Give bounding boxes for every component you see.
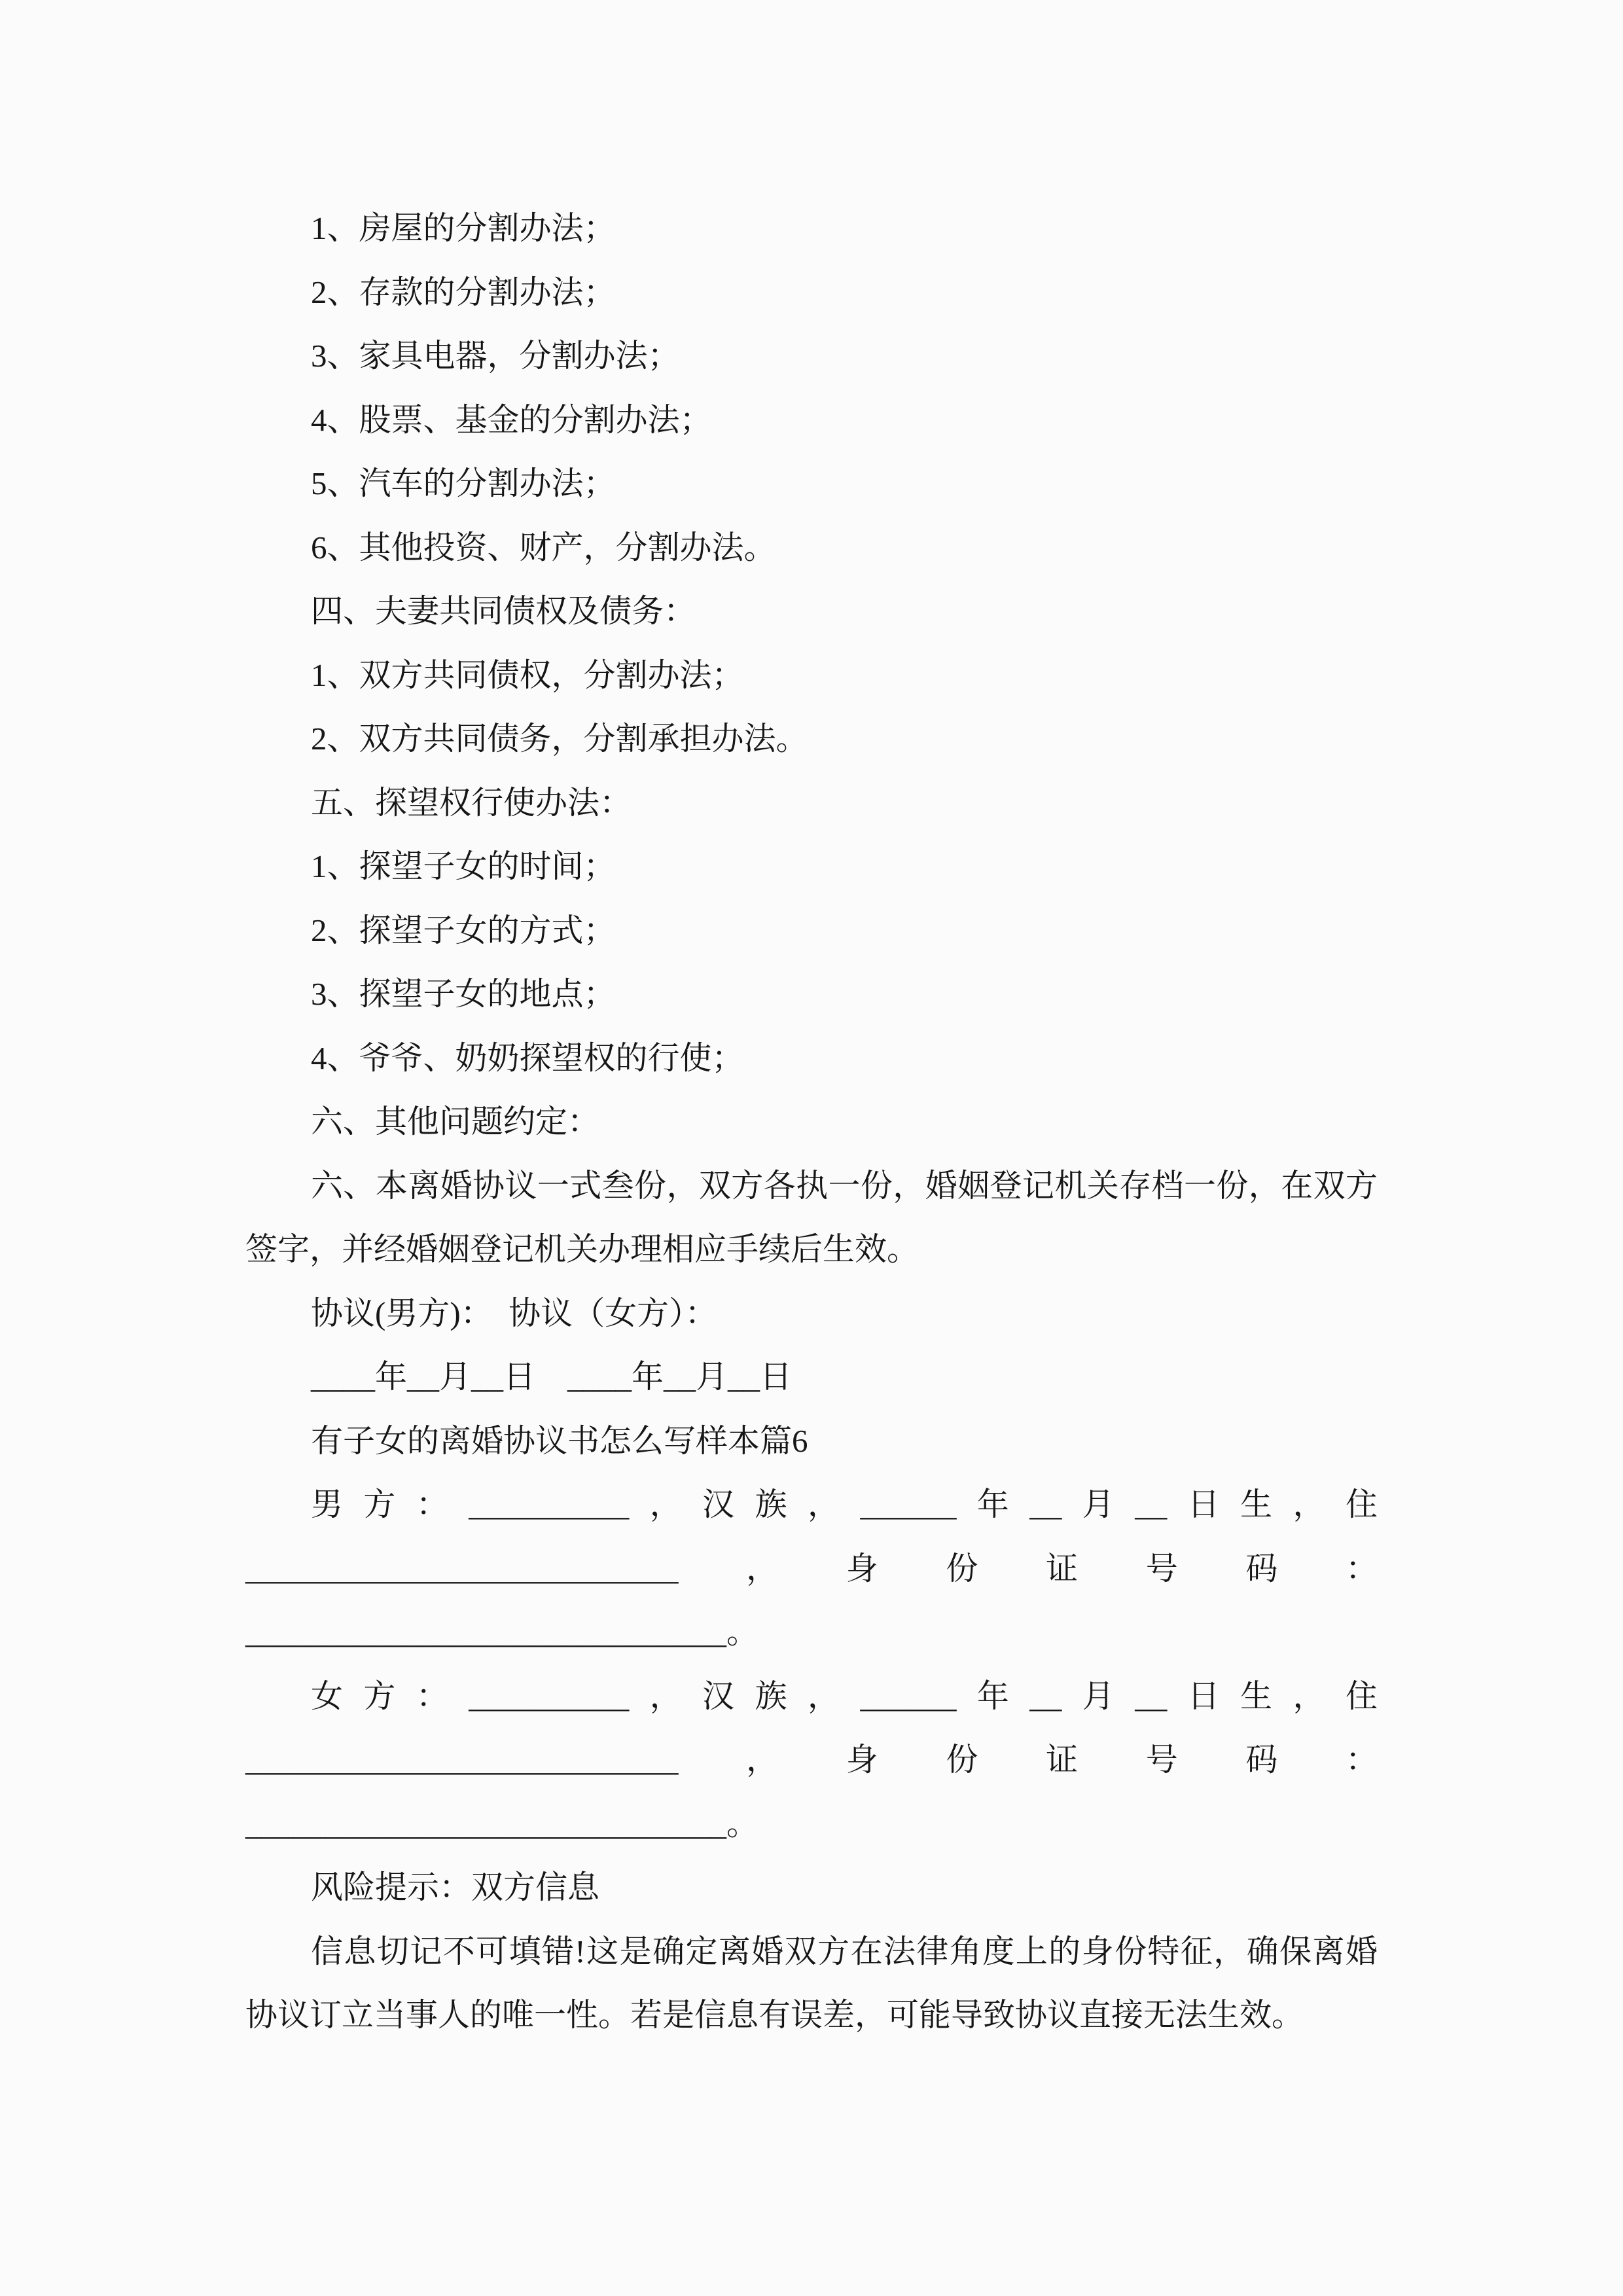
text-line: 1、房屋的分割办法； (311, 210, 616, 246)
text-line: 四、夫妻共同债权及债务： (311, 593, 696, 629)
text-line: 五、探望权行使办法： (311, 784, 632, 821)
text-line: ____年__月__日 ____年__月__日 (311, 1359, 793, 1395)
text-line: ___________________________，身份证号码： (245, 1550, 1378, 1587)
text-line: 风险提示：双方信息 (311, 1869, 600, 1905)
document-text-block (245, 196, 1378, 2047)
text-line: ___________________________，身份证号码： (245, 1742, 1378, 1778)
text-line: ______________________________。 (245, 1614, 758, 1650)
text-line: 4、爷爷、奶奶探望权的行使； (311, 1039, 744, 1076)
text-line: 六、其他问题约定： (311, 1103, 600, 1139)
text-line: 1、探望子女的时间； (311, 848, 616, 884)
text-line: 信息切记不可填错!这是确定离婚双方在法律角度上的身份特征，确保离婚 (311, 1933, 1378, 1969)
text-line: 女方：__________，汉族，______年__月__日生，住 (311, 1677, 1378, 1714)
text-line: 男方：__________，汉族，______年__月__日生，住 (311, 1486, 1378, 1522)
text-line: 6、其他投资、财产，分割办法。 (311, 529, 776, 565)
text-line: 3、探望子女的地点； (311, 976, 616, 1012)
text-line: 2、双方共同债务，分割承担办法。 (311, 721, 808, 757)
text-line: 2、存款的分割办法； (311, 274, 616, 310)
text-line: 六、本离婚协议一式叁份，双方各执一份，婚姻登记机关存档一份，在双方 (311, 1167, 1378, 1204)
text-line: 有子女的离婚协议书怎么写样本篇6 (311, 1422, 808, 1459)
text-line: ______________________________。 (245, 1805, 758, 1842)
text-line: 协议(男方)： 协议（女方）： (311, 1295, 717, 1331)
text-line: 4、股票、基金的分割办法； (311, 401, 712, 438)
text-line: 协议订立当事人的唯一性。若是信息有误差，可能导致协议直接无法生效。 (245, 1997, 1304, 2033)
text-line: 5、汽车的分割办法； (311, 465, 616, 501)
text-line: 2、探望子女的方式； (311, 912, 616, 948)
text-line: 签字，并经婚姻登记机关办理相应手续后生效。 (245, 1231, 919, 1267)
text-line: 3、家具电器，分割办法； (311, 338, 680, 374)
text-line: 1、双方共同债权，分割办法； (311, 656, 744, 693)
